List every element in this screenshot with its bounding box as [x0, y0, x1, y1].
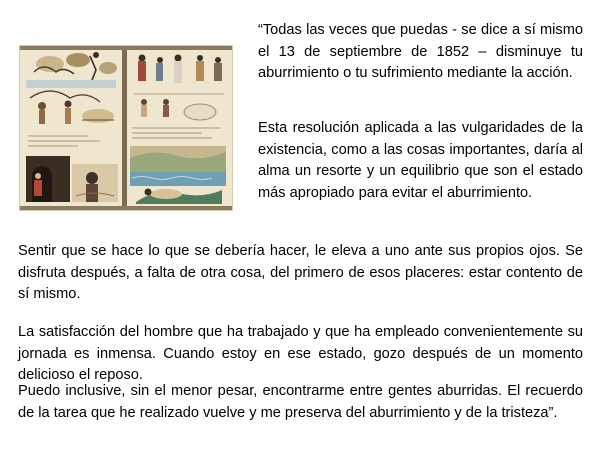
- paragraph-feeling: Sentir que se hace lo que se debería hacer, le eleva a uno ante sus propios ojos. Se disfruta después, a falta de otra cosa, del primero de esos placeres: estar contento de sí mismo.: [18, 243, 583, 302]
- paragraph-resolution: Esta resolución aplicada a las vulgaridades de la existencia, como a las cosas importantes, daría al alma un resorte y un equilibrio que son el estado más apropiado para evitar el aburrimiento.: [258, 120, 583, 201]
- sketchbook-illustration: [20, 46, 232, 210]
- paragraph-inclusive: Puedo inclusive, sin el menor pesar, encontrarme entre gentes aburridas. El recuerdo de la tarea que he realizado vuelve y me preserva del aburrimiento y de la tristeza”.: [18, 383, 583, 421]
- paragraph-quote-intro: “Todas las veces que puedas - se dice a sí mismo el 13 de septiembre de 1852 – disminuye tu aburrimiento o tu sufrimiento mediante la acción.: [258, 22, 583, 81]
- paragraph-satisfaction: La satisfacción del hombre que ha trabajado y que ha empleado convenientemente su jornada es inmensa. Cuando estoy en ese estado, gozo después de un momento delicioso el reposo.: [18, 324, 583, 383]
- sketchbook-image: [20, 46, 232, 210]
